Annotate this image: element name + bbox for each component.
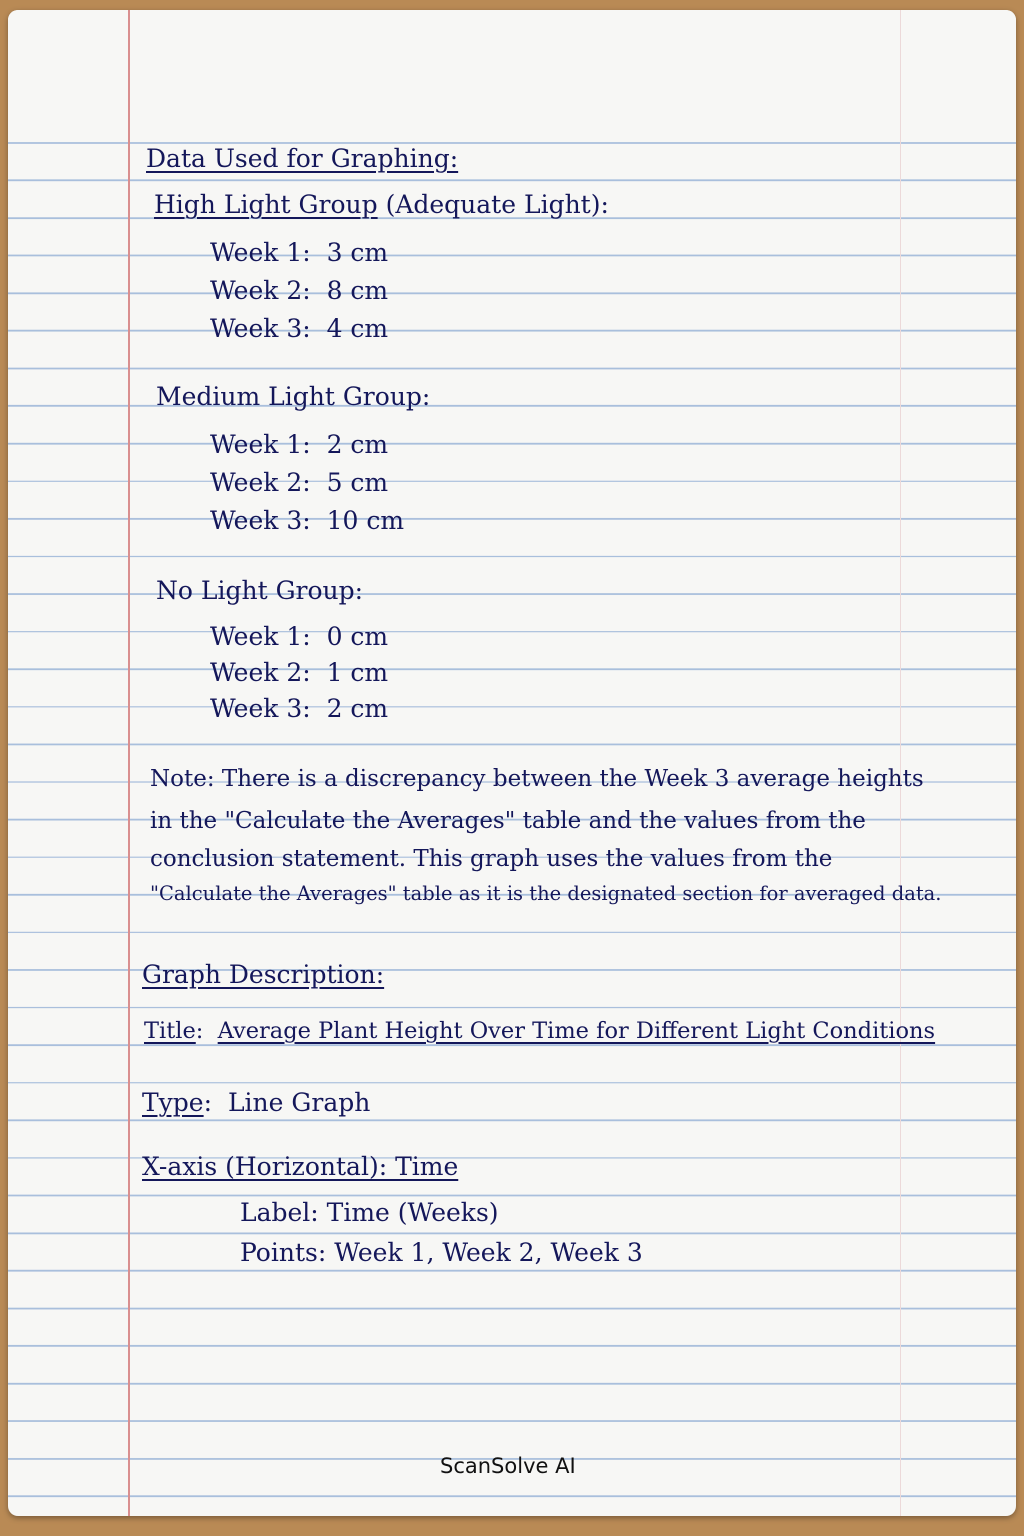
week-label: Week 3: — [210, 694, 311, 723]
title-separator: : — [195, 1018, 204, 1044]
scansolve-watermark: ScanSolve AI — [440, 1454, 576, 1478]
type-separator: : — [203, 1088, 213, 1117]
note-line: conclusion statement. This graph uses the values from the — [150, 846, 833, 872]
medium-week-2 — [210, 468, 388, 497]
high-light-group-title — [154, 190, 609, 219]
week-value: 2 cm — [326, 430, 389, 459]
title-value: Average Plant Height Over Time for Different Light Conditions — [217, 1018, 936, 1044]
note-line: in the "Calculate the Averages" table and the values from the — [150, 808, 866, 834]
notebook-page — [8, 10, 1016, 1516]
none-week-3 — [210, 694, 388, 723]
week-value: 10 cm — [326, 506, 405, 535]
note-line: Note: There is a discrepancy between the Week 3 average heights — [150, 766, 924, 792]
week-label: Week 3: — [210, 506, 311, 535]
medium-week-1 — [210, 430, 388, 459]
week-label: Week 1: — [210, 622, 311, 651]
axis-label-line: Label: Time (Weeks) — [240, 1198, 499, 1227]
x-axis-line: X-axis (Horizontal): Time — [142, 1152, 459, 1181]
none-week-2 — [210, 658, 388, 687]
week-value: 4 cm — [326, 314, 389, 343]
week-label: Week 1: — [210, 238, 311, 267]
week-label: Week 2: — [210, 468, 311, 497]
week-value: 2 cm — [326, 694, 389, 723]
week-label: Week 2: — [210, 276, 311, 305]
graph-type-line — [142, 1088, 370, 1117]
data-heading: Data Used for Graphing: — [146, 144, 459, 173]
medium-light-group-title: Medium Light Group: — [156, 382, 431, 411]
red-margin-line — [128, 10, 130, 1516]
week-value: 1 cm — [326, 658, 389, 687]
week-label: Week 1: — [210, 430, 311, 459]
title-label: Title — [144, 1018, 196, 1044]
graph-description-heading: Graph Description: — [142, 960, 385, 989]
type-value: Line Graph — [227, 1088, 371, 1117]
week-label: Week 3: — [210, 314, 311, 343]
note-line: "Calculate the Averages" table as it is the designated section for averaged data. — [150, 882, 942, 905]
high-week-3 — [210, 314, 388, 343]
week-value: 8 cm — [326, 276, 389, 305]
axis-points-line: Points: Week 1, Week 2, Week 3 — [240, 1238, 643, 1267]
high-light-group-suffix: (Adequate Light): — [377, 190, 609, 219]
high-week-2 — [210, 276, 388, 305]
right-margin-line — [900, 10, 901, 1516]
high-light-group-name: High Light Group — [154, 190, 378, 219]
week-value: 3 cm — [326, 238, 389, 267]
week-value: 0 cm — [326, 622, 389, 651]
week-value: 5 cm — [326, 468, 389, 497]
high-week-1 — [210, 238, 388, 267]
no-light-group-title: No Light Group: — [156, 576, 364, 605]
type-label: Type — [142, 1088, 204, 1117]
medium-week-3 — [210, 506, 404, 535]
week-label: Week 2: — [210, 658, 311, 687]
graph-title-line — [144, 1018, 935, 1044]
none-week-1 — [210, 622, 388, 651]
